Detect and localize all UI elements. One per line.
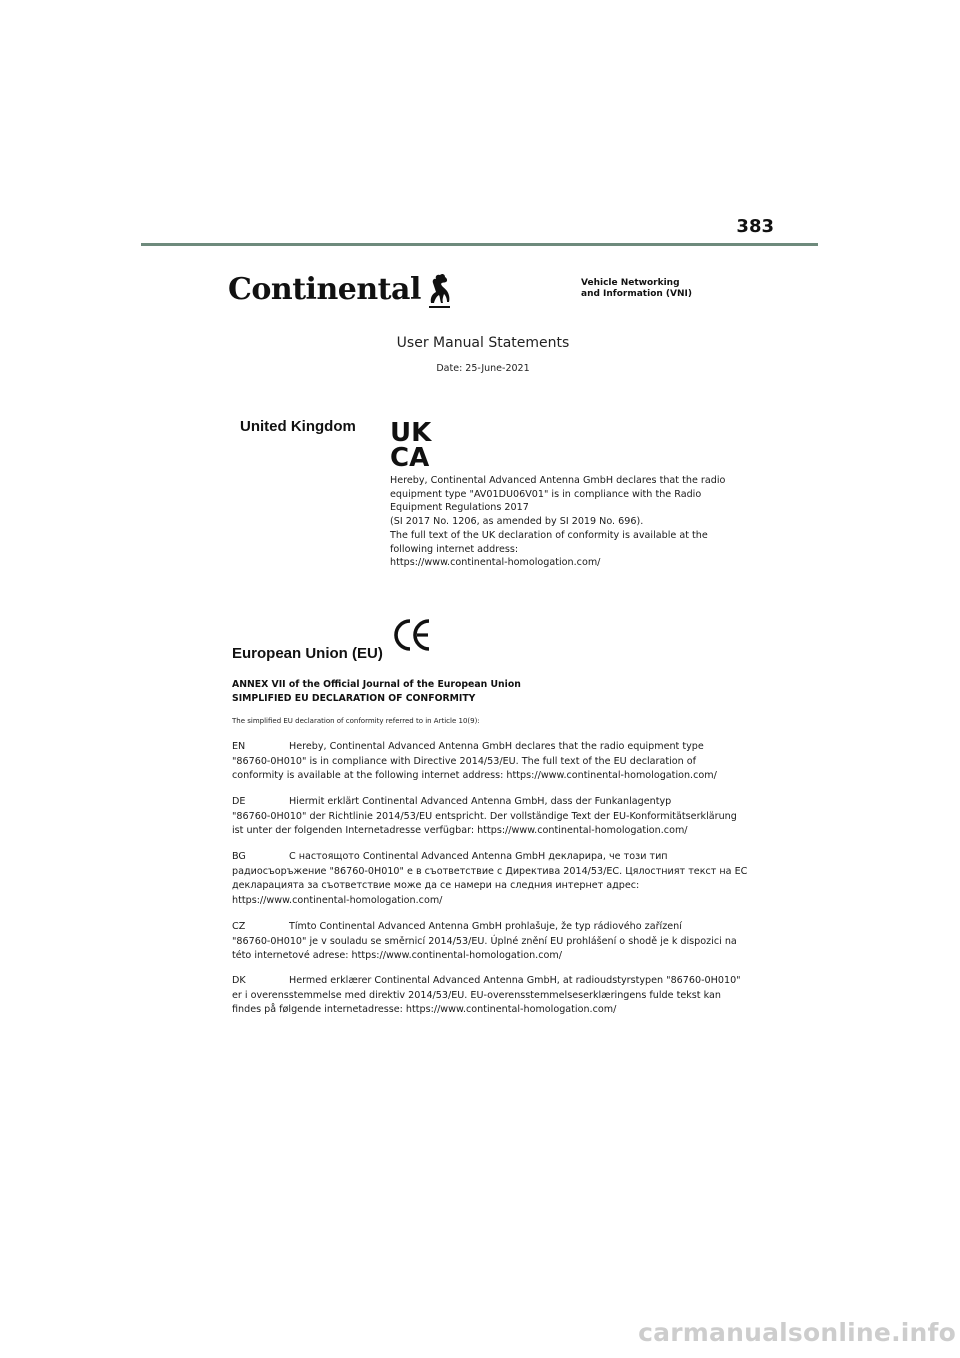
declaration-line: ist unter der folgenden Internetadresse verfügbar: https://www.continental-homologation.com/ — [232, 825, 688, 836]
uk-heading: United Kingdom — [240, 418, 356, 435]
declaration-line: Tímto Continental Advanced Antenna GmbH prohlašuje, že typ rádiového zařízení — [289, 921, 682, 932]
declaration-line: conformity is available at the following internet address: https://www.continental-homologation.com/ — [232, 770, 717, 781]
declaration-line: er i overensstemmelse med direktiv 2014/53/EU. EU-overensstemmelseserklæringens fulde tekst kan — [232, 989, 721, 1001]
declaration-line: С настоящото Continental Advanced Antenna GmbH декларира, че този тип — [289, 851, 668, 862]
uk-declaration-line: The full text of the UK declaration of conformity is available at the — [390, 529, 708, 541]
annex-heading — [232, 678, 521, 705]
language-code: EN — [232, 741, 246, 752]
uk-declaration-line: following internet address: — [390, 543, 519, 555]
eu-heading: European Union (EU) — [232, 645, 383, 662]
header-divider — [141, 243, 818, 246]
declaration-line: Hiermit erklärt Continental Advanced Antenna GmbH, dass der Funkanlagentyp — [289, 796, 672, 807]
uk-declaration — [390, 474, 750, 570]
declaration-bg — [232, 850, 748, 908]
language-code: BG — [232, 851, 246, 862]
site-watermark: carmanualsonline.info — [638, 1318, 956, 1347]
declaration-line: радиосъоръжение "86760-0H010" е в съответствие с Директива 2014/53/ЕС. Цялостният текст на ЕС — [232, 865, 748, 877]
language-code: CZ — [232, 921, 246, 932]
horse-icon — [423, 272, 455, 310]
annex-line-1: ANNEX VII of the Official Journal of the European Union — [232, 679, 521, 690]
uk-declaration-line: Hereby, Continental Advanced Antenna GmbH declares that the radio — [390, 475, 726, 486]
language-code: DE — [232, 796, 246, 807]
ukca-mark-top: UK — [390, 419, 432, 448]
declaration-line: této internetové adrese: https://www.continental-homologation.com/ — [232, 950, 562, 961]
uk-declaration-line: Equipment Regulations 2017 — [390, 502, 529, 514]
continental-logo — [228, 266, 455, 310]
declaration-line: findes på følgende internetadresse: https://www.continental-homologation.com/ — [232, 1004, 617, 1015]
declaration-line: "86760-0H010" je v souladu se směrnicí 2014/53/EU. Úplné znění EU prohlášení o shodě je k dispozici na — [232, 935, 737, 947]
division-line-1: Vehicle Networking — [581, 278, 680, 288]
division-line-2: and Information (VNI) — [581, 289, 692, 299]
declaration-line: Hereby, Continental Advanced Antenna GmbH declares that the radio equipment type — [289, 741, 704, 752]
uk-declaration-url: https://www.continental-homologation.com/ — [390, 557, 601, 569]
declaration-de — [232, 795, 742, 839]
annex-line-2: SIMPLIFIED EU DECLARATION OF CONFORMITY — [232, 692, 476, 704]
declaration-line: "86760-0H010" is in compliance with Directive 2014/53/EU. The full text of the EU declaration of — [232, 755, 697, 767]
article-reference: The simplified EU declaration of conformity referred to in Article 10(9): — [232, 717, 480, 725]
uk-declaration-line: (SI 2017 No. 1206, as amended by SI 2019 No. 696). — [390, 516, 644, 528]
declaration-dk — [232, 974, 742, 1018]
declaration-en — [232, 740, 742, 784]
language-code: DK — [232, 975, 246, 986]
declaration-line: https://www.continental-homologation.com/ — [232, 894, 443, 906]
ce-mark-icon — [393, 618, 433, 652]
document-title: User Manual Statements — [396, 335, 570, 351]
declaration-line: Hermed erklærer Continental Advanced Antenna GmbH, at radioudstyrstypen "86760-0H010" — [289, 975, 741, 986]
declaration-line: "86760-0H010" der Richtlinie 2014/53/EU entspricht. Der vollständige Text der EU-Konformitätserklärung — [232, 810, 737, 822]
declaration-cz — [232, 920, 742, 964]
ukca-mark-icon — [390, 419, 442, 469]
logo-wordmark: Continental — [228, 272, 421, 307]
ukca-mark-bottom: CA — [390, 443, 430, 469]
uk-declaration-line: equipment type "AV01DU06V01" is in compliance with the Radio — [390, 488, 702, 500]
document-date: Date: 25-June-2021 — [436, 363, 530, 374]
division-label — [581, 278, 692, 300]
declaration-line: декларацията за съответствие може да се намери на следния интернет адрес: — [232, 880, 640, 891]
page-number: 383 — [736, 216, 774, 237]
